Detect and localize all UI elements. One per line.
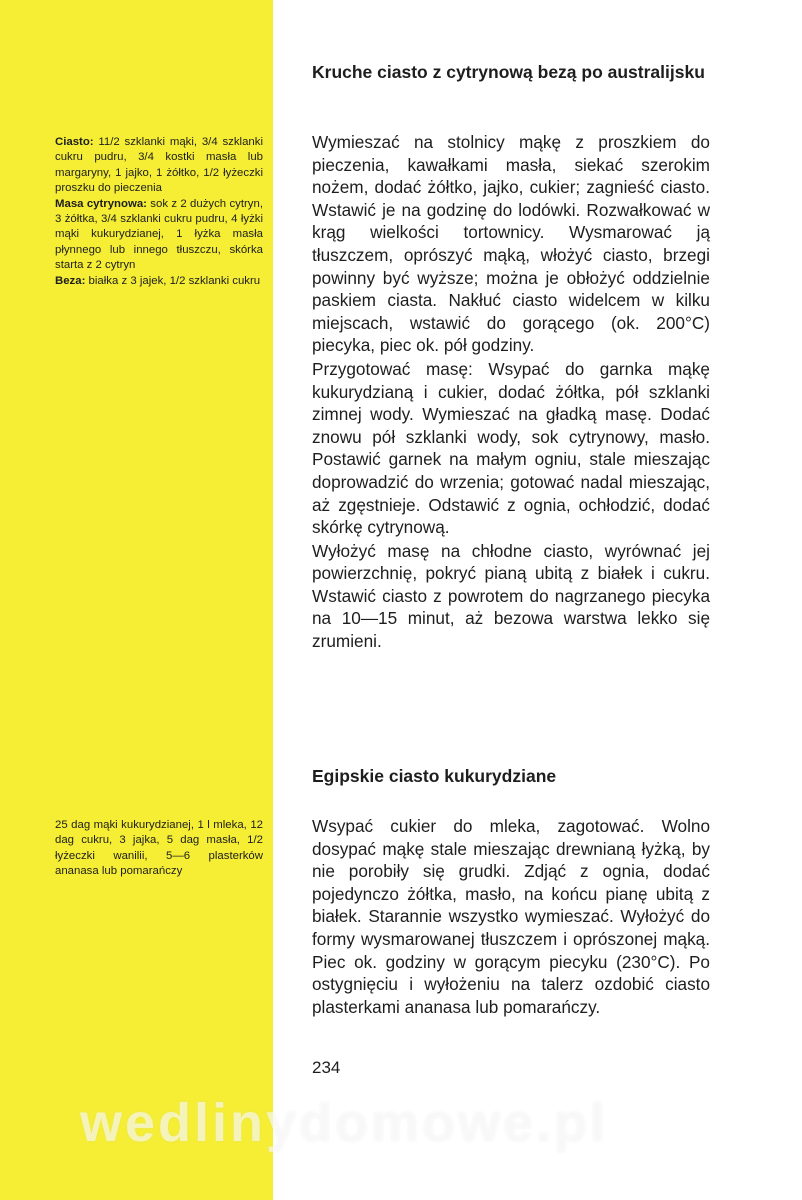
ciasto-ingredients: 11/2 szklanki mąki, 3/4 szklanki cukru pudru, 3/4 kostki masła lub margaryny, 1 jajko, 1 żółtko, 1/2 łyżeczki proszku do pieczenia xyxy=(55,136,263,195)
recipe-title-egipskie-ciasto: Egipskie ciasto kukurydziane xyxy=(312,766,557,786)
masa-label: Masa cytrynowa: xyxy=(55,197,147,210)
recipe-body-egipskie-ciasto xyxy=(312,815,710,1018)
ingredients-egipskie-ciasto: 25 dag mąki kukurydzianej, 1 l mleka, 12 dag cukru, 3 jajka, 5 dag masła, 1/2 łyżeczki wanilii, 5—6 plasterków ananasa lub pomarańczy xyxy=(55,819,263,878)
paragraph: Wymieszać na stolnicy mąkę z proszkiem do pieczenia, kawałkami masła, siekać szerokim nożem, dodać żółtko, jajko, cukier; zagnieść ciasto. Wstawić je na godzinę do lodówki. Rozwałkować w krąg wielkości tortownicy. Wysmarować ją tłuszczem, oprószyć mąką, włożyć ciasto, brzegi powinny być wyższe; można je obłożyć oddzielnie paskiem ciasta. Nakłuć ciasto widelcem w kilku miejscach, wstawić do gorącego (ok. 200°C) piecyka, piec ok. pół godziny. xyxy=(312,132,710,356)
paragraph: Wsypać cukier do mleka, zagotować. Wolno dosypać mąkę stale mieszając drewnianą łyżką, by nie porobiły się grudki. Zdjąć z ognia, dodać pojedynczo żółtka, masło, na końcu pianę ubitą z białek. Starannie wszystko wymieszać. Wyłożyć do formy wysmarowanej tłuszczem i oprószonej mąką. Piec ok. godziny w gorącym piecyku (230°C). Po ostygnięciu i wyłożeniu na talerz ozdobić ciasto plasterkami ananasa lub pomarańczy. xyxy=(312,816,710,1017)
recipe-title-kruche-ciasto: Kruche ciasto z cytrynową bezą po australijsku xyxy=(312,62,705,82)
watermark: wedlinydomowe.pl xyxy=(80,1093,609,1153)
ciasto-label: Ciasto: xyxy=(55,136,94,148)
masa-ingredients: sok z 2 dużych cytryn, 3 żółtka, 3/4 szklanki cukru pudru, 4 łyżki mąki kukurydzianej, 1 łyżka masła płynnego lub innego tłuszczu, skórka starta z 2 cytryn xyxy=(55,197,264,272)
beza-ingredients: białka z 3 jajek, 1/2 szklanki cukru xyxy=(85,274,261,287)
beza-label: Beza: xyxy=(55,274,86,287)
paragraph: Przygotować masę: Wsypać do garnka mąkę kukurydzianą i cukier, dodać żółtka, pół szklanki zimnej wody. Wymieszać na gładką masę. Dodać znowu pół szklanki wody, sok cytrynowy, masło. Postawić garnek na małym ogniu, stale mieszając doprowadzić do wrzenia; gotować nadal mieszając, aż zgęstnieje. Odstawić z ognia, ochłodzić, dodać skórkę cytrynową. xyxy=(312,358,710,538)
paragraph: Wyłożyć masę na chłodne ciasto, wyrównać jej powierzchnię, pokryć pianą ubitą z białek i cukru. Wstawić ciasto z powrotem do nagrzanego piecyka na 10—15 minut, aż bezowa warstwa lekko się zrumieni. xyxy=(312,540,710,652)
recipe-body-kruche-ciasto xyxy=(312,131,710,653)
ingredients-kruche-ciasto xyxy=(55,135,263,289)
page-number: 234 xyxy=(312,1058,341,1077)
